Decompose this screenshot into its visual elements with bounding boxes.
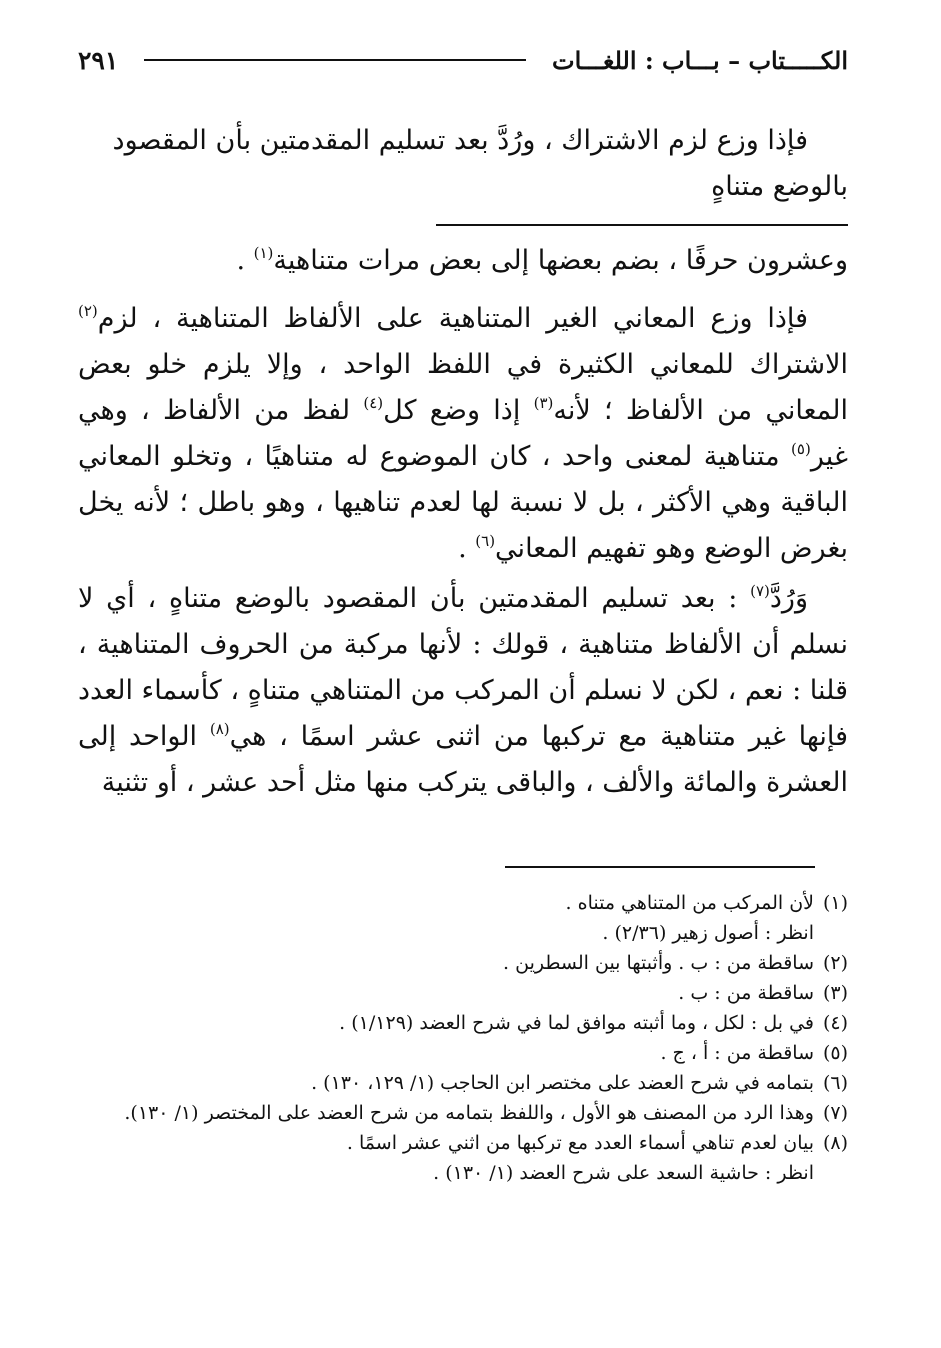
footnote-8 bbox=[70, 1128, 848, 1158]
footnote-marker-5: (٥) bbox=[791, 440, 811, 458]
footnote-3 bbox=[70, 978, 848, 1008]
footnote-number: (٢) bbox=[822, 952, 848, 974]
footnote-marker-8: (٨) bbox=[209, 720, 230, 738]
footnote-number: (٧) bbox=[822, 1102, 848, 1124]
quote-rule bbox=[436, 224, 848, 226]
running-head: الكـــــتاب – بـــاب : اللغـــات bbox=[551, 45, 848, 75]
paragraph-1-text: وعشرون حرفًا ، بضم بعضها إلى بعض مرات متناهية bbox=[273, 245, 848, 276]
footnote-number: (٨) bbox=[822, 1132, 848, 1154]
footnote-text: ساقطة من : ب . bbox=[678, 982, 814, 1004]
footnote-number: (٥) bbox=[822, 1042, 848, 1064]
footnote-1-reference: انظر : أصول زهير (٢/٣٦) . bbox=[602, 922, 814, 944]
footnote-text: ساقطة من : أ ، ج . bbox=[660, 1042, 814, 1064]
footnote-marker-3: (٣) bbox=[533, 394, 554, 412]
footnote-1 bbox=[70, 888, 848, 918]
footnotes bbox=[70, 888, 848, 1188]
footnote-number: (٦) bbox=[822, 1072, 848, 1094]
footnote-number: (٤) bbox=[822, 1012, 848, 1034]
paragraph-2-part-f: . bbox=[458, 533, 476, 564]
paragraph-2-part-b: الاشتراك للمعاني الكثيرة في اللفظ الواحد ، وإلا يلزم خلو بعض المعاني من الألفاظ ؛ لأنه bbox=[78, 349, 849, 426]
footnote-marker-1: (١) bbox=[253, 244, 274, 262]
page-number: ٢٩١ bbox=[78, 45, 119, 75]
footnote-4 bbox=[70, 1008, 848, 1038]
header-rule bbox=[144, 59, 526, 61]
footnote-text: وهذا الرد من المصنف هو الأول ، واللفظ بتمامه من شرح العضد على المختصر (١/ ١٣٠). bbox=[124, 1102, 814, 1124]
footnote-text: بتمامه في شرح العضد على مختصر ابن الحاجب (١/ ١٢٩، ١٣٠) . bbox=[311, 1072, 814, 1094]
paragraph-2 bbox=[78, 296, 848, 572]
quoted-text-line-1: فإذا وزع لزم الاشتراك ، ورُدَّ بعد تسليم المقدمتين بأن المقصود bbox=[112, 125, 808, 156]
footnote-marker-7: (٧) bbox=[750, 582, 770, 600]
paragraph-2-part-a: فإذا وزع المعاني الغير المتناهية على الألفاظ المتناهية ، لزم bbox=[97, 303, 808, 334]
quoted-text-line-2: بالوضع متناهٍ bbox=[711, 171, 848, 202]
footnote-5 bbox=[70, 1038, 848, 1068]
paragraph-3-part-a: وَرُدَّ bbox=[769, 583, 808, 614]
footnote-text: ساقطة من : ب . وأثبتها بين السطرين . bbox=[503, 952, 814, 974]
paragraph-3 bbox=[78, 576, 848, 806]
footnote-2 bbox=[70, 948, 848, 978]
footnote-text: لأن المركب من المتناهي متناه . bbox=[565, 892, 814, 914]
footnote-6 bbox=[70, 1068, 848, 1098]
footnote-text: في بل : لكل ، وما أثبته موافق لما في شرح العضد (١/١٢٩) . bbox=[339, 1012, 814, 1034]
paragraph-2-part-e: متناهية لمعنى واحد ، كان الموضوع له متناهيًا ، وتخلو المعاني الباقية وهي الأكثر ، بل لا نسبة لها لعدم تناهيها ، وهو باطل ؛ لأنه يخل بغرض الوضع وهو تفهيم المعاني bbox=[78, 441, 848, 564]
page-header bbox=[78, 38, 848, 82]
footnote-rule bbox=[505, 866, 815, 868]
paragraph-1 bbox=[78, 238, 848, 284]
footnote-marker-4: (٤) bbox=[363, 394, 384, 412]
footnote-marker-6: (٦) bbox=[475, 532, 496, 550]
footnote-7 bbox=[70, 1098, 848, 1128]
paragraph-2-part-c: إذا وضع كل bbox=[383, 395, 534, 426]
footnote-number: (٣) bbox=[822, 982, 848, 1004]
footnote-8-reference: انظر : حاشية السعد على شرح العضد (١/ ١٣٠) . bbox=[433, 1162, 814, 1184]
paragraph-3-part-b: : بعد تسليم المقدمتين بأن المقصود بالوضع متناهٍ ، أي لا نسلم أن الألفاظ متناهية ، قولك : لأنها مركبة من الحروف المتناهية ، قلنا : نعم ، لكن لا نسلم أن المركب من المتناهي متناهٍ ، كأسماء العدد فإنها غير متناهية مع تركبها من اثنى عشر اسمًا ، هي bbox=[78, 583, 848, 752]
paragraph-3-part-c: الواحد إلى العشرة والمائة والألف ، والباقى يتركب منها مثل أحد عشر ، أو تثنية bbox=[78, 721, 848, 798]
footnote-marker-2: (٢) bbox=[78, 302, 98, 320]
paragraph-2-part-d: لفظ من الألفاظ ، وهي غير bbox=[78, 395, 848, 472]
paragraph-1-tail: . bbox=[236, 245, 254, 276]
footnote-text: بيان لعدم تناهي أسماء العدد مع تركبها من اثني عشر اسمًا . bbox=[346, 1132, 814, 1154]
main-text bbox=[78, 118, 848, 806]
footnote-number: (١) bbox=[822, 892, 848, 914]
